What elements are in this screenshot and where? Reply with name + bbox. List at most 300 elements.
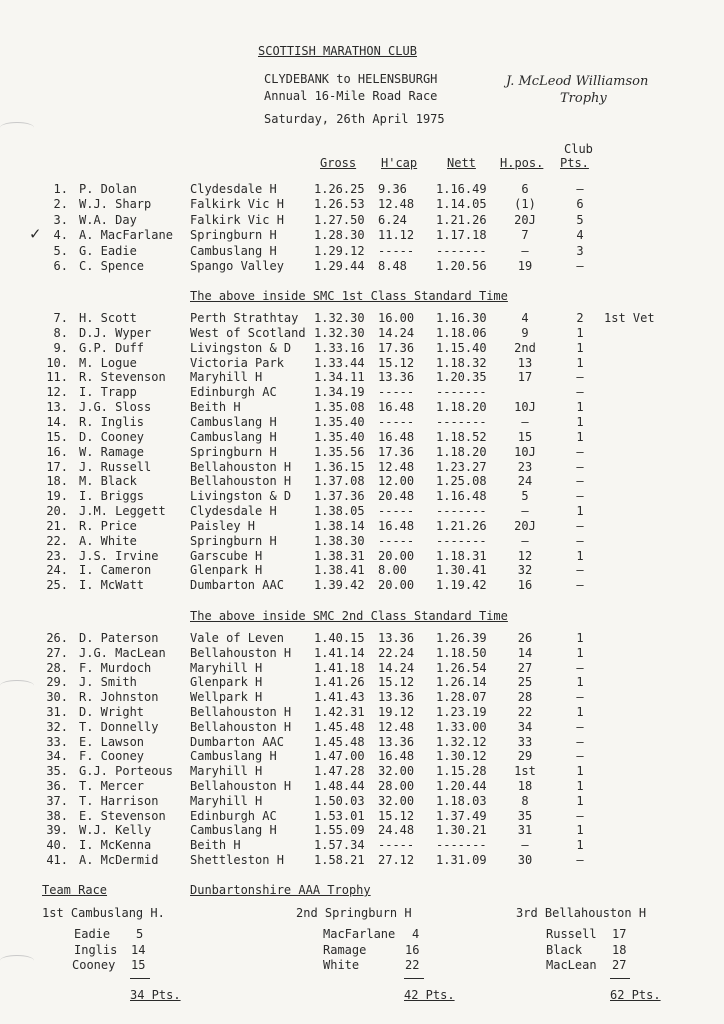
club-name: Bellahouston H: [190, 719, 292, 734]
club-points: –: [576, 719, 584, 734]
club-name: Springburn H: [190, 533, 277, 548]
position-number: 9.: [53, 340, 68, 355]
nett-time: 1.18.06: [436, 325, 487, 340]
nett-time: 1.30.21: [436, 823, 487, 838]
nett-time: 1.15.40: [436, 340, 487, 355]
position-number: 35.: [46, 764, 68, 779]
nett-time: 1.18.50: [436, 645, 487, 660]
handicap-position: (1): [514, 197, 536, 212]
handicap-position: 8: [521, 793, 529, 808]
club-name: Glenpark H: [190, 563, 263, 578]
club-points: –: [576, 459, 584, 474]
result-row: [0, 720, 724, 735]
club-points: 1: [576, 340, 584, 355]
gross-time: 1.38.30: [314, 533, 365, 548]
team-first-title: 1st Cambuslang H.: [42, 906, 165, 920]
gross-time: 1.41.18: [314, 660, 365, 675]
nett-time: 1.18.31: [436, 548, 487, 563]
club-name: Cambuslang H: [190, 823, 277, 838]
handicap: 32.00: [378, 764, 415, 779]
gross-time: 1.39.42: [314, 578, 365, 593]
club-name: Maryhill H: [190, 764, 263, 779]
gross-time: 1.57.34: [314, 838, 365, 853]
club-name: Spango Valley: [190, 259, 284, 273]
handicap: -----: [378, 243, 415, 258]
gross-time: 1.58.21: [314, 853, 365, 867]
team-member-name: Ramage: [323, 943, 367, 957]
team-member-name: MacFarlane: [323, 927, 396, 941]
runner-name: R. Inglis: [79, 414, 145, 429]
runner-name: W.J. Kelly: [79, 823, 152, 838]
result-row: [0, 749, 724, 764]
nett-time: 1.16.48: [436, 489, 487, 504]
team-member-pts: 17: [612, 927, 627, 941]
handicap: 20.00: [378, 578, 415, 593]
club-name: Edinburgh AC: [190, 385, 277, 400]
club-points: 1: [576, 838, 584, 853]
position-number: 36.: [46, 779, 68, 793]
handicap: 13.36: [378, 370, 415, 385]
position-number: 14.: [46, 414, 68, 429]
team-member-pts: 16: [405, 943, 420, 957]
handicap: 9.36: [378, 182, 407, 196]
handicap-position: 14: [517, 645, 533, 660]
position-number: 4.: [53, 228, 68, 243]
handicap-position: 17: [517, 370, 533, 385]
position-number: 40.: [46, 838, 68, 853]
handicap-position: 35: [517, 808, 533, 823]
club-points: –: [576, 734, 584, 749]
col-pts: Pts.: [560, 156, 589, 170]
nett-time: 1.30.41: [436, 563, 487, 578]
nett-time: 1.19.42: [436, 578, 487, 593]
handicap-position: 19: [517, 259, 533, 273]
club-name: Springburn H: [190, 228, 277, 243]
nett-time: 1.14.05: [436, 197, 487, 212]
result-row: [0, 213, 724, 228]
club-name: Bellahouston H: [190, 474, 292, 489]
runner-name: M. Black: [79, 474, 137, 489]
runner-name: D.J. Wyper: [79, 325, 152, 340]
nett-time: 1.21.26: [436, 518, 487, 533]
result-row: [0, 549, 724, 564]
club-points: 5: [576, 212, 584, 227]
club-name: Livingston & D: [190, 340, 292, 355]
club-points: 2: [576, 311, 584, 325]
handicap-position: 1st: [514, 764, 536, 779]
position-number: 38.: [46, 808, 68, 823]
position-number: 1.: [53, 182, 68, 196]
total-rule: [404, 978, 424, 979]
handicap: 16.48: [378, 429, 415, 444]
runner-name: T. Donnelly: [79, 719, 159, 734]
nett-time: 1.17.18: [436, 228, 487, 243]
handicap-position: 9: [521, 325, 529, 340]
nett-time: 1.30.12: [436, 749, 487, 764]
result-row: [0, 356, 724, 371]
club-points: 3: [576, 243, 584, 258]
runner-name: I. Cameron: [79, 563, 152, 578]
gross-time: 1.47.28: [314, 764, 365, 779]
handicap-position: 18: [517, 779, 533, 793]
nett-time: 1.20.35: [436, 370, 487, 385]
club-points: 1: [576, 400, 584, 415]
handicap-position: 34: [517, 719, 533, 734]
gross-time: 1.38.14: [314, 518, 365, 533]
nett-time: 1.23.19: [436, 705, 487, 719]
result-row: [0, 228, 724, 243]
gross-time: 1.26.25: [314, 182, 365, 196]
nett-time: 1.26.14: [436, 675, 487, 690]
result-row: [0, 341, 724, 356]
result-row: [0, 735, 724, 750]
handicap: 15.12: [378, 355, 415, 370]
position-number: 32.: [46, 719, 68, 734]
gross-time: 1.37.36: [314, 489, 365, 504]
position-number: 39.: [46, 823, 68, 838]
club-name: Glenpark H: [190, 675, 263, 690]
handicap-position: –: [521, 243, 529, 258]
gross-time: 1.35.56: [314, 444, 365, 459]
check-mark: ✓: [30, 224, 41, 244]
handicap-position: –: [521, 504, 529, 519]
club-points: –: [576, 578, 584, 593]
handicap: 15.12: [378, 675, 415, 690]
position-number: 8.: [53, 325, 68, 340]
nett-time: 1.21.26: [436, 212, 487, 227]
club-name: Falkirk Vic H: [190, 197, 284, 212]
club-points: 6: [576, 197, 584, 212]
club-name: West of Scotland: [190, 325, 306, 340]
position-number: 13.: [46, 400, 68, 415]
club-name: Cambuslang H: [190, 414, 277, 429]
handicap-position: 20J: [514, 518, 536, 533]
team-member-pts: 22: [405, 958, 420, 972]
club-name: Clydesdale H: [190, 504, 277, 519]
result-row: [0, 474, 724, 489]
club-name: Vale of Leven: [190, 631, 284, 645]
handicap: 20.00: [378, 548, 415, 563]
result-row: [0, 809, 724, 824]
runner-name: T. Harrison: [79, 793, 159, 808]
runner-name: D. Cooney: [79, 429, 145, 444]
runner-name: G.P. Duff: [79, 340, 145, 355]
handicap: 13.36: [378, 631, 415, 645]
gross-time: 1.45.48: [314, 734, 365, 749]
handicap: 12.48: [378, 197, 415, 212]
nett-time: -------: [436, 838, 487, 853]
position-number: 37.: [46, 793, 68, 808]
club-points: –: [576, 563, 584, 578]
team-third-title: 3rd Bellahouston H: [516, 906, 647, 920]
nett-time: 1.32.12: [436, 734, 487, 749]
result-row: [0, 646, 724, 661]
runner-name: E. Lawson: [79, 734, 145, 749]
handicap: 17.36: [378, 340, 415, 355]
position-number: 21.: [46, 518, 68, 533]
handicap: 17.36: [378, 444, 415, 459]
handicap: 16.00: [378, 311, 415, 325]
team-member-name: Inglis: [74, 943, 118, 957]
gross-time: 1.33.44: [314, 355, 365, 370]
team-second-title: 2nd Springburn H: [296, 906, 412, 920]
gross-time: 1.27.50: [314, 212, 365, 227]
nett-time: 1.15.28: [436, 764, 487, 779]
handicap-position: 12: [517, 548, 533, 563]
nett-time: 1.23.27: [436, 459, 487, 474]
runner-name: D. Wright: [79, 705, 145, 719]
runner-name: J.G. Sloss: [79, 400, 152, 415]
club-name: Victoria Park: [190, 355, 284, 370]
nett-time: 1.20.44: [436, 779, 487, 793]
handicap: 28.00: [378, 779, 415, 793]
result-row: [0, 460, 724, 475]
divider-second-class: The above inside SMC 2nd Class Standard Time: [190, 609, 508, 623]
position-number: 30.: [46, 690, 68, 705]
col-hcap: H'cap: [381, 156, 418, 170]
result-row: [0, 326, 724, 341]
club-name: Clydesdale H: [190, 182, 277, 196]
club-points: –: [576, 444, 584, 459]
note: 1st Vet: [604, 311, 655, 325]
gross-time: 1.35.40: [314, 414, 365, 429]
result-row: [0, 838, 724, 853]
gross-time: 1.29.12: [314, 243, 365, 258]
result-row: [0, 563, 724, 578]
result-row: [0, 661, 724, 676]
handicap-position: 5: [521, 489, 529, 504]
gross-time: 1.37.08: [314, 474, 365, 489]
handicap: 16.48: [378, 518, 415, 533]
team-member-name: Eadie: [74, 927, 111, 941]
position-number: 2.: [53, 197, 68, 212]
gross-time: 1.28.30: [314, 228, 365, 243]
position-number: 5.: [53, 243, 68, 258]
handicap: 8.00: [378, 563, 407, 578]
club-title: SCOTTISH MARATHON CLUB: [258, 44, 417, 58]
handicap-position: –: [521, 414, 529, 429]
gross-time: 1.38.05: [314, 504, 365, 519]
position-number: 6.: [53, 259, 68, 273]
handicap: 27.12: [378, 853, 415, 867]
nett-time: 1.20.56: [436, 259, 487, 273]
col-gross: Gross: [320, 156, 357, 170]
club-points: 1: [576, 705, 584, 719]
handicap-position: 29: [517, 749, 533, 764]
club-points: 1: [576, 675, 584, 690]
runner-name: I. McKenna: [79, 838, 152, 853]
handicap: 6.24: [378, 212, 407, 227]
handicap: 22.24: [378, 645, 415, 660]
nett-time: -------: [436, 414, 487, 429]
runner-name: J. Smith: [79, 675, 137, 690]
position-number: 18.: [46, 474, 68, 489]
result-row: [0, 853, 724, 868]
handicap: 11.12: [378, 228, 415, 243]
handicap: 14.24: [378, 325, 415, 340]
handicap-position: 13: [517, 355, 533, 370]
gross-time: 1.34.11: [314, 370, 365, 385]
team-third-total: 62 Pts.: [610, 988, 661, 1002]
gross-time: 1.48.44: [314, 779, 365, 793]
gross-time: 1.36.15: [314, 459, 365, 474]
route-line: CLYDEBANK to HELENSBURGH: [264, 72, 438, 86]
runner-name: W.J. Sharp: [79, 197, 152, 212]
col-club-top: Club: [564, 142, 593, 156]
position-number: 31.: [46, 705, 68, 719]
runner-name: J. Russell: [79, 459, 152, 474]
handicap-position: 25: [517, 675, 533, 690]
club-name: Cambuslang H: [190, 749, 277, 764]
result-row: [0, 259, 724, 274]
runner-name: A. MacFarlane: [79, 228, 173, 243]
runner-name: J.S. Irvine: [79, 548, 159, 563]
club-name: Bellahouston H: [190, 779, 292, 793]
handicap-position: 2nd: [514, 340, 536, 355]
punch-hole-mark: [0, 122, 34, 133]
position-number: 11.: [46, 370, 68, 385]
divider-first-class: The above inside SMC 1st Class Standard Time: [190, 289, 508, 303]
nett-time: 1.26.39: [436, 631, 487, 645]
club-name: Maryhill H: [190, 660, 263, 675]
result-row: [0, 519, 724, 534]
club-points: –: [576, 690, 584, 705]
runner-name: R. Johnston: [79, 690, 159, 705]
position-number: 10.: [46, 355, 68, 370]
handicap: -----: [378, 414, 415, 429]
club-points: 1: [576, 414, 584, 429]
club-name: Garscube H: [190, 548, 263, 563]
position-number: 17.: [46, 459, 68, 474]
gross-time: 1.32.30: [314, 311, 365, 325]
team-race-label: Team Race: [42, 883, 108, 897]
gross-time: 1.53.01: [314, 808, 365, 823]
handicap-position: 7: [521, 228, 529, 243]
position-number: 26.: [46, 631, 68, 645]
race-line: Annual 16-Mile Road Race: [264, 89, 438, 103]
result-row: [0, 415, 724, 430]
handicap-position: 4: [521, 311, 529, 325]
club-name: Cambuslang H: [190, 243, 277, 258]
runner-name: I. Trapp: [79, 385, 137, 400]
club-points: –: [576, 370, 584, 385]
handicap-position: 32: [517, 563, 533, 578]
handicap: 14.24: [378, 660, 415, 675]
nett-time: 1.31.09: [436, 853, 487, 867]
club-points: –: [576, 660, 584, 675]
club-points: 1: [576, 355, 584, 370]
position-number: 12.: [46, 385, 68, 400]
runner-name: I. McWatt: [79, 578, 145, 593]
runner-name: P. Dolan: [79, 182, 137, 196]
position-number: 22.: [46, 533, 68, 548]
club-points: 1: [576, 764, 584, 779]
runner-name: W. Ramage: [79, 444, 145, 459]
nett-time: 1.16.30: [436, 311, 487, 325]
club-name: Springburn H: [190, 444, 277, 459]
team-member-name: MacLean: [546, 958, 597, 972]
club-name: Falkirk Vic H: [190, 212, 284, 227]
handicap: 13.36: [378, 690, 415, 705]
position-number: 34.: [46, 749, 68, 764]
col-hpos: H.pos.: [500, 156, 544, 170]
club-name: Maryhill H: [190, 370, 263, 385]
handicap: 16.48: [378, 400, 415, 415]
runner-name: H. Scott: [79, 311, 137, 325]
club-points: 4: [576, 228, 584, 243]
nett-time: -------: [436, 533, 487, 548]
result-row: [0, 244, 724, 259]
club-points: 1: [576, 645, 584, 660]
handicap: 15.12: [378, 808, 415, 823]
result-row: [0, 534, 724, 549]
nett-time: -------: [436, 504, 487, 519]
runner-name: F. Cooney: [79, 749, 145, 764]
gross-time: 1.26.53: [314, 197, 365, 212]
club-name: Paisley H: [190, 518, 256, 533]
team-second-total: 42 Pts.: [404, 988, 455, 1002]
position-number: 23.: [46, 548, 68, 563]
gross-time: 1.40.15: [314, 631, 365, 645]
nett-time: 1.37.49: [436, 808, 487, 823]
handicap-position: 28: [517, 690, 533, 705]
gross-time: 1.29.44: [314, 259, 365, 273]
col-nett: Nett: [447, 156, 476, 170]
nett-time: 1.18.32: [436, 355, 487, 370]
club-points: 1: [576, 429, 584, 444]
handicap: -----: [378, 838, 415, 853]
club-name: Livingston & D: [190, 489, 292, 504]
total-rule: [610, 978, 630, 979]
gross-time: 1.50.03: [314, 793, 365, 808]
nett-time: -------: [436, 243, 487, 258]
trophy-handwritten: J. McLeod Williamson: [506, 74, 649, 89]
runner-name: C. Spence: [79, 259, 145, 273]
club-points: 1: [576, 823, 584, 838]
position-number: 20.: [46, 504, 68, 519]
position-number: 16.: [46, 444, 68, 459]
gross-time: 1.34.19: [314, 385, 365, 400]
club-name: Bellahouston H: [190, 459, 292, 474]
gross-time: 1.45.48: [314, 719, 365, 734]
date-line: Saturday, 26th April 1975: [264, 112, 445, 126]
handicap-position: 24: [517, 474, 533, 489]
handicap: 20.48: [378, 489, 415, 504]
gross-time: 1.47.00: [314, 749, 365, 764]
position-number: 28.: [46, 660, 68, 675]
handicap: 24.48: [378, 823, 415, 838]
handicap-position: 22: [517, 705, 533, 719]
position-number: 29.: [46, 675, 68, 690]
runner-name: F. Murdoch: [79, 660, 152, 675]
runner-name: M. Logue: [79, 355, 137, 370]
handicap-position: 26: [517, 631, 533, 645]
gross-time: 1.42.31: [314, 705, 365, 719]
result-row: [0, 504, 724, 519]
handicap-position: 10J: [514, 444, 536, 459]
result-row: [0, 578, 724, 593]
club-name: Edinburgh AC: [190, 808, 277, 823]
nett-time: 1.18.20: [436, 444, 487, 459]
gross-time: 1.55.09: [314, 823, 365, 838]
club-name: Maryhill H: [190, 793, 263, 808]
position-number: 24.: [46, 563, 68, 578]
total-rule: [130, 978, 150, 979]
handicap: 13.36: [378, 734, 415, 749]
handicap: 12.00: [378, 474, 415, 489]
nett-time: 1.28.07: [436, 690, 487, 705]
club-points: 1: [576, 631, 584, 645]
